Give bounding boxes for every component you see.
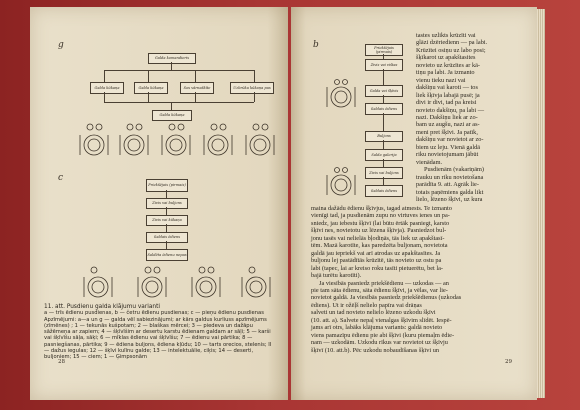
place-settings-illustration-c — [70, 265, 280, 303]
text-line: bajā turētu karotīti). — [311, 272, 362, 280]
figure-c-box-3: Zivis vai kūkaņa — [146, 215, 188, 226]
figure-caption — [44, 304, 276, 361]
figure-g-top-box: Galda komandieris — [148, 53, 196, 64]
figure-b-box-7: Zivis vai buljons — [365, 167, 403, 179]
text-line: ēdiens). Ut ir ožēļš nelielo papīra vai drāņas — [311, 301, 422, 309]
caption-line: a — trīs ēdienu pusdienas, b — četru ēdienu pusdienas; c — pieņu ēdienu pusdienas — [44, 310, 264, 317]
text-line: tiņu pa labi. Ja izmanto — [416, 69, 475, 77]
place-settings-illustration-g — [72, 121, 282, 161]
text-line: maina dažādu ēdienu šķīvjus, tagad atmests. Te izmanto — [311, 205, 452, 212]
figure-c-box-2: Zivis vai buljons — [146, 198, 188, 209]
text-line: labi (tapec, lai ar kreiso roku tasīti pietuerētu, bet la- — [311, 264, 444, 272]
text-line: Ja viesībās pasniedz priekšēdienu — uzkodas — an — [319, 279, 449, 287]
text-line: (10. att. a). Salvete nepaļ vienalgas šķīvim slīdēt. Iespē- — [311, 316, 452, 324]
text-line: Pusdienām (vakariņām) — [424, 166, 484, 174]
figure-c-letter: c — [58, 173, 64, 183]
page-edges — [537, 9, 545, 398]
figure-c-box-4: Saldais ēdiens — [146, 232, 188, 243]
text-line: riku novietojumam jābūt — [416, 151, 479, 159]
right-full-width-text — [311, 205, 529, 354]
text-line: novietot galdā. Ja viesībās pasniedz priekšēdienus (uzkodas — [311, 294, 462, 302]
caption-title: 11. att. Pusdienu galda klājumu varianti — [44, 304, 160, 310]
text-line: parādīta 9. att. Agrāk lie- — [416, 181, 479, 189]
text-line: nam — uzkodām. Uzkodu rīkus var novietot uz šķīvju — [311, 339, 448, 347]
text-line: nazi. Dakšiņu liek ar zo- — [416, 113, 478, 121]
text-line: viens pamazīpu ēdienu pie abi šķīvi (kuru piemaļm ēdie- — [311, 331, 455, 339]
text-line: totais paņēmiens galda likt — [416, 188, 484, 196]
figure-g-box-2: Galda kūkaņa — [134, 82, 168, 94]
text-line: divi ir divi, tad pa kreisi — [416, 99, 477, 107]
text-line: vienīgi tad, ja pusdienām zupu no virtuves ienes un pa- — [311, 212, 450, 220]
figure-g-bottom-box: Galda kūkaņa — [152, 110, 192, 121]
right-page-number: 29 — [505, 359, 512, 365]
text-line: biem uz leju. Vienā galdā — [416, 143, 481, 151]
text-line: šķīvī (10. att.b). Pēc uzkodu nobaudīšanas šķīvi un — [311, 346, 440, 354]
figure-g-box-3: Sos vārnaškīte — [180, 82, 214, 94]
text-line: dakšiņu var novietot ar zo- — [416, 136, 484, 144]
place-setting-illustration-b2 — [317, 167, 367, 201]
text-line: glāzi dzēriedienn — pa labi. — [416, 39, 488, 47]
figure-g-letter: g — [58, 40, 64, 50]
figure-c-box-5: Saldēta ēdienu nepas — [146, 249, 188, 261]
text-line: tastes uzlikts krūzīti vai — [416, 32, 476, 39]
text-line: bam uz augšu, nazi ar as- — [416, 121, 480, 129]
figure-b-box-3: Galda vai šķīvis — [365, 85, 403, 97]
caption-line: buljoniem; 15 — ciem; 1 — Ģimpsonām — [44, 354, 148, 361]
right-column-text — [416, 32, 529, 203]
figure-b-box-8: Saldais ēdiens — [365, 185, 403, 197]
text-line: salveti un tad novieto nelielo lēzeno uzkodu šķīvi — [311, 309, 436, 317]
figure-b-box-6: Salda galerija — [365, 149, 403, 161]
text-line: šķīvi nes, novietotu uz lēzena šķīvja). Pasniedzot bul- — [311, 227, 447, 235]
text-line: sniedz, jau iebestu šķīvī (lai būtu ērtāk pasniegt, karsto — [311, 219, 450, 227]
place-setting-illustration-b1 — [317, 79, 367, 113]
left-page — [30, 7, 288, 400]
figure-g-box-4: Uzbrūka kūkaņa pas — [230, 82, 274, 94]
text-line: jams arī otrs, labāks klājuma variants: galdā novieto — [311, 324, 443, 332]
text-line: novieto uz krūzītes ar kā- — [416, 61, 480, 69]
figure-b-box-5: Buljons — [365, 131, 403, 142]
text-line: trauku un riku novietošana — [416, 173, 484, 181]
left-page-number: 28 — [58, 359, 65, 365]
right-page — [291, 7, 537, 400]
text-line: buljonu lej pastādītās krūzītē, tās novieto uz ostu pa — [311, 257, 442, 265]
text-line: pie tam sāta ēdienu, sāta ēdienu šķīvi, ja vēlas, var lie- — [311, 286, 448, 294]
text-line: Krūzītei osiņu uz labo posi; — [416, 46, 486, 54]
text-line: vienu tieku nazi vai — [416, 76, 466, 84]
caption-line: Apzīmējumi: a—a un g — galda vēl sabiezinājumi; ar kārs galdus kurliuss apzīmējums (zīmēnes) ; 1 — tekunās kušpotam; 2 — blaškas mērcei; 3 — piedeva un dažāpu sāžēmeņa ar zapiem; 4 — šķīvīšim ar desertu karstu ēdienam galdam ar sāļi; 5 — karši vai šķīvīšu sāļa, sāķi; 6 — mīklas ēdienu vai šķīvīšu; 7 — ēdienu vai pārtika; 8 — pasniegšanas, pārtika; 9 — ēdiena buljons, ēdiena kļūdu; 10 — tarts orecios, stelenis; II — dažus iegulas; 12 — šķīvi kulīnu galde; 13 — intelektuālie, ciķis; 14 — deserti, — [44, 316, 272, 355]
figure-c-box-1: Priekšējais (pirmais) — [146, 179, 188, 192]
text-line: vienādam. — [416, 158, 443, 166]
text-line: meni pret šķīvi. Ja patīk, — [416, 128, 478, 136]
text-line: galdā jau iepriekš vai arī atrodas uz apakštasītes. Ja — [311, 249, 441, 257]
text-line: dakšiņu vai karoti — tos — [416, 84, 478, 92]
text-line: tēm. Mazā karotīte, kas paredzēta buljonam, novietota — [311, 242, 448, 250]
figure-b-box-2: Zivis vai vištas — [365, 59, 403, 71]
text-line: lielo, lēzeno šķīvi, uz kura — [416, 195, 483, 203]
text-line: šķīkarot uz apakštasites — [416, 54, 476, 62]
text-line: jonu tasēs vai nelielās bļodiņās, tās liek uz apakštasī- — [311, 234, 445, 242]
text-line: liek šķīvja labajā pusē; ja — [416, 91, 480, 99]
figure-g-box-1: Galda kūkaņa — [90, 82, 124, 94]
text-line: novieto dakšiņu, pa labi — — [416, 106, 485, 114]
figure-b-box-1: Priekšējais (pirmais) — [365, 44, 403, 56]
figure-b-letter: b — [313, 40, 319, 50]
figure-b-box-4: Saldais ēdiens — [365, 103, 403, 115]
